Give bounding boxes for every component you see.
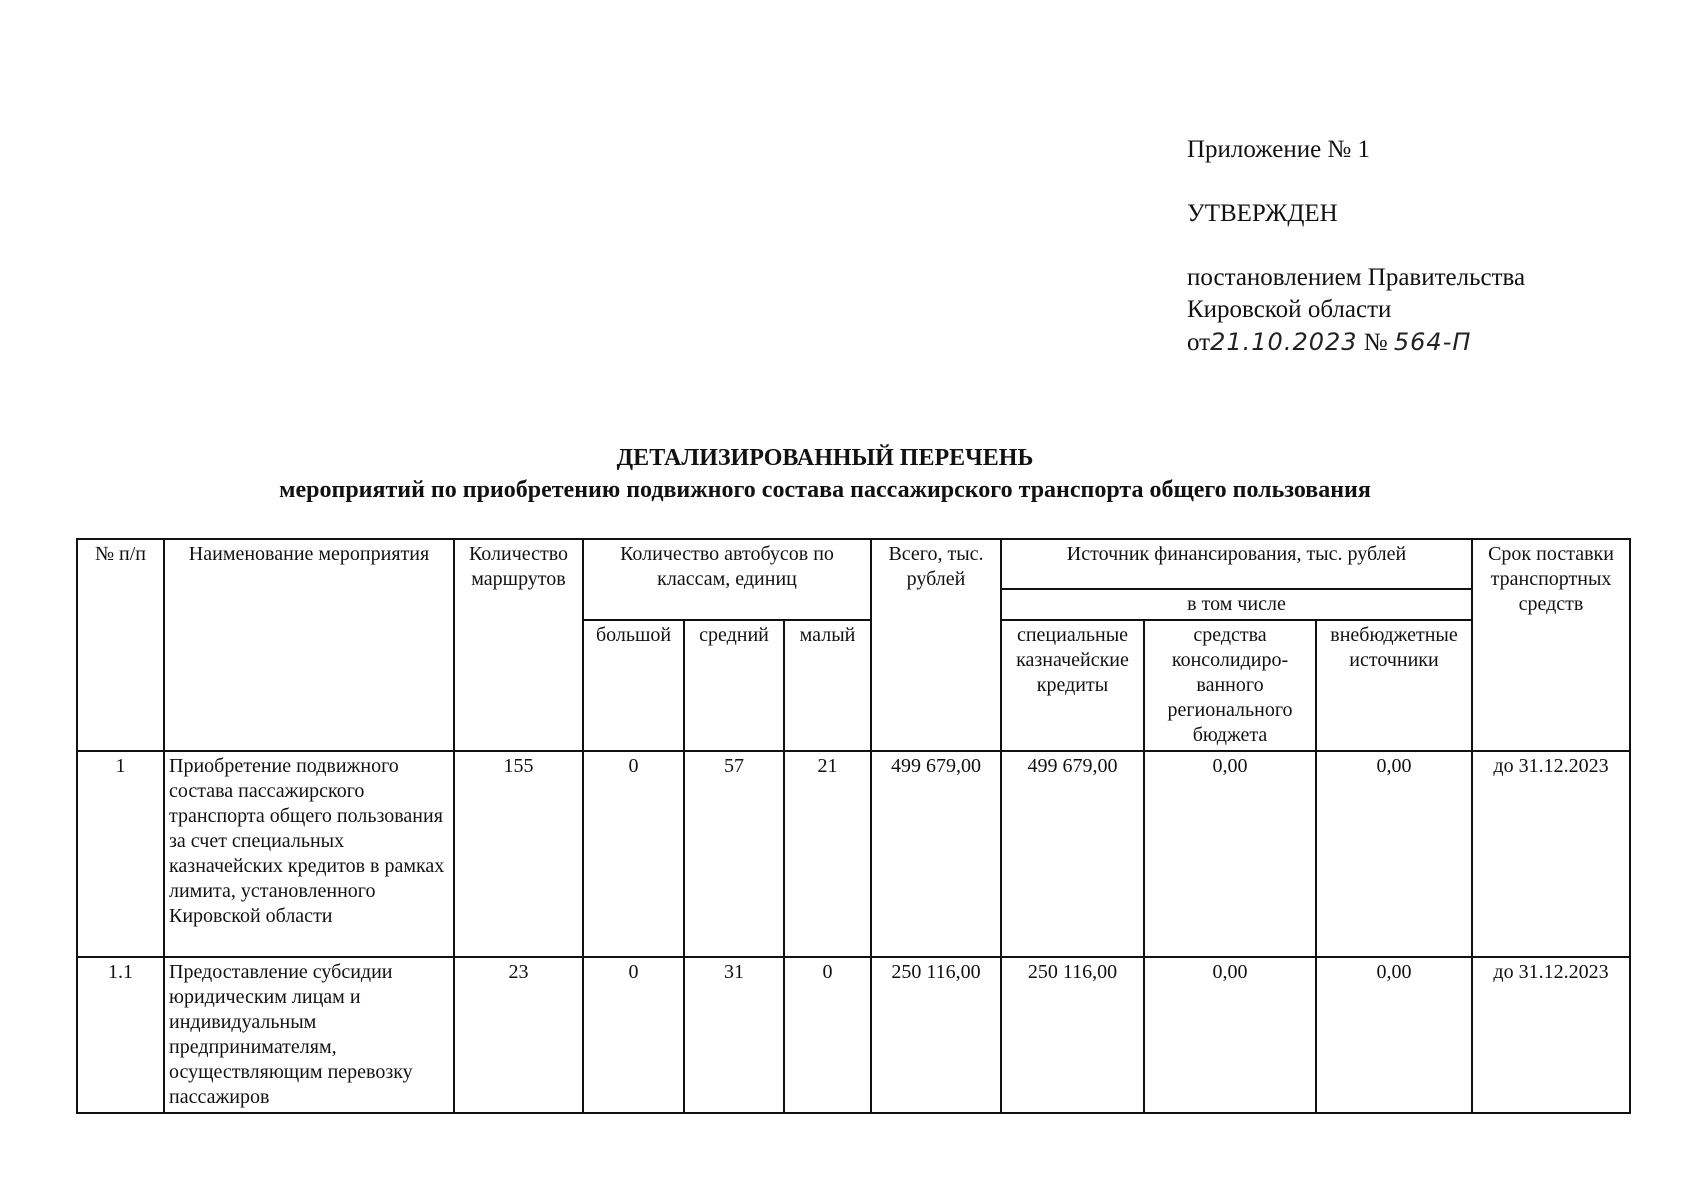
row-total: 250 116,00 <box>871 957 1001 1113</box>
row-small: 21 <box>784 751 871 957</box>
table-row <box>77 957 1630 1113</box>
row-large: 0 <box>583 957 684 1113</box>
row-medium: 57 <box>684 751 784 957</box>
header-deadline: Срок поставки транспортных средств <box>1472 539 1630 751</box>
header-including: в том числе <box>1001 589 1472 620</box>
row-small: 0 <box>784 957 871 1113</box>
row-deadline: до 31.12.2023 <box>1472 957 1630 1113</box>
header-offbudget: внебюджетные источники <box>1316 620 1472 751</box>
row-treasury: 250 116,00 <box>1001 957 1144 1113</box>
row-routes: 155 <box>454 751 583 957</box>
approval-block <box>1187 134 1525 359</box>
header-treasury: специальные казначейские кредиты <box>1001 620 1144 751</box>
header-buses: Количество автобусов по классам, единиц <box>583 539 871 620</box>
header-routes: Количество маршрутов <box>454 539 583 751</box>
row-regional: 0,00 <box>1144 957 1316 1113</box>
date-prefix: от <box>1187 329 1211 356</box>
number-sign: № <box>1363 329 1388 356</box>
measures-table <box>76 538 1631 1114</box>
handwritten-number: 564-П <box>1393 328 1472 356</box>
header-name: Наименование мероприятия <box>164 539 454 751</box>
header-total: Всего, тыс. рублей <box>871 539 1001 751</box>
approval-line-1: постановлением Правительства <box>1187 264 1526 291</box>
header-small: малый <box>784 620 871 751</box>
row-name: Приобретение подвижного состава пассажирского транспорта общего пользования за счет специальных казначейских кредитов в рамках лимита, установленного Кировской области <box>164 751 454 957</box>
handwritten-date: 21.10.2023 <box>1210 328 1358 356</box>
row-offbudget: 0,00 <box>1316 957 1472 1113</box>
header-large: большой <box>583 620 684 751</box>
row-routes: 23 <box>454 957 583 1113</box>
row-deadline: до 31.12.2023 <box>1472 751 1630 957</box>
approval-date-line <box>1187 326 1525 359</box>
row-num: 1.1 <box>77 957 164 1113</box>
header-medium: средний <box>684 620 784 751</box>
title-line-2: мероприятий по приобретению подвижного состава пассажирского транспорта общего пользования <box>279 477 1371 503</box>
row-num: 1 <box>77 751 164 957</box>
header-num: № п/п <box>77 539 164 751</box>
row-large: 0 <box>583 751 684 957</box>
approved-label: УТВЕРЖДЕН <box>1187 200 1338 227</box>
title-line-1: ДЕТАЛИЗИРОВАННЫЙ ПЕРЕЧЕНЬ <box>616 445 1034 471</box>
row-total: 499 679,00 <box>871 751 1001 957</box>
row-regional: 0,00 <box>1144 751 1316 957</box>
appendix-number: Приложение № 1 <box>1187 136 1371 163</box>
document-title <box>0 442 1650 506</box>
header-source: Источник финансирования, тыс. рублей <box>1001 539 1472 589</box>
row-name: Предоставление субсидии юридическим лицам и индивидуальным предпринимателям, осуществляющим перевозку пассажиров <box>164 957 454 1113</box>
row-medium: 31 <box>684 957 784 1113</box>
header-regional: средства консолидиро-ванного регионального бюджета <box>1144 620 1316 751</box>
approval-line-2: Кировской области <box>1187 296 1392 323</box>
row-treasury: 499 679,00 <box>1001 751 1144 957</box>
row-offbudget: 0,00 <box>1316 751 1472 957</box>
table-row <box>77 751 1630 957</box>
